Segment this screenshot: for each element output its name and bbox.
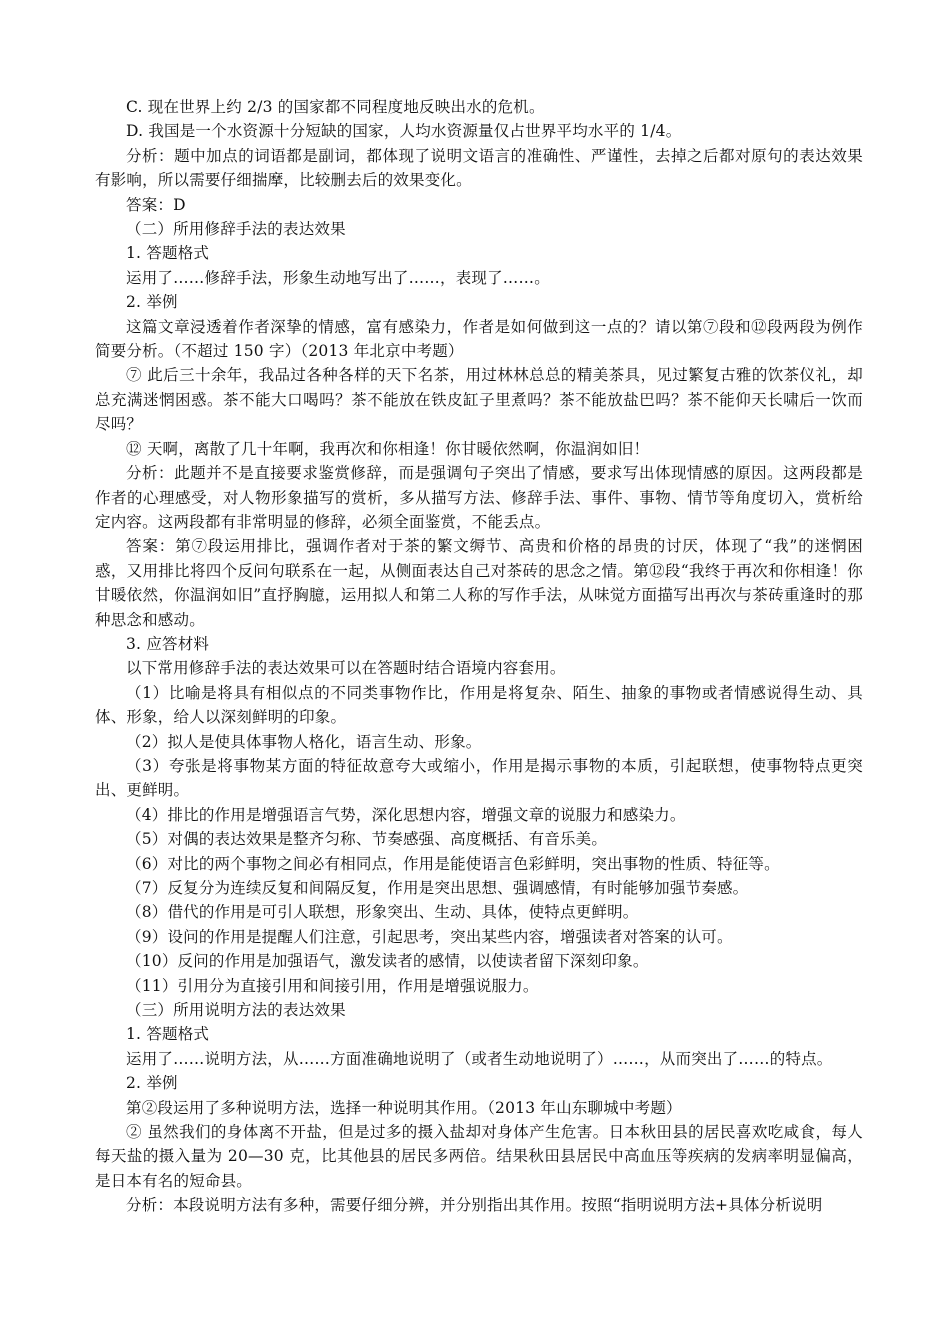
list-item: （4）排比的作用是增强语言气势，深化思想内容，增强文章的说服力和感染力。	[126, 805, 686, 824]
paragraph: 分析：此题并不是直接要求鉴赏修辞，而是强调句子突出了情感，要求写出体现情感的原因。这两段都是作者的心理感受，对人物形象描写的赏析，多从描写方法、修辞手法、事件、事物、情节等角度切入，赏析给定内容。这两段都有非常明显的修辞，必须全面鉴赏，不能丢点。	[95, 464, 863, 531]
list-item: （5）对偶的表达效果是整齐匀称、节奏感强、高度概括、有音乐美。	[126, 830, 608, 849]
paragraph: 分析：本段说明方法有多种，需要仔细分辨，并分别指出其作用。按照“指明说明方法+具体分析说明	[126, 1196, 823, 1215]
list-item: （10）反问的作用是加强语气，激发读者的感情，以使读者留下深刻印象。	[126, 952, 649, 971]
list-item: （3）夸张是将事物某方面的特征故意夸大或缩小，作用是揭示事物的本质，引起联想，使事物特点更突出、更鲜明。	[95, 756, 863, 800]
list-item: （7）反复分为连续反复和间隔反复，作用是突出思想、强调感情，有时能够加强节奏感。	[126, 879, 749, 897]
list-item: （2）拟人是使具体事物人格化，语言生动、形象。	[126, 732, 482, 751]
document-page	[95, 95, 863, 1218]
paragraph: C. 现在世界上约 2/3 的国家都不同程度地反映出水的危机。	[126, 98, 545, 116]
list-item: （11）引用分为直接引用和间接引用，作用是增强说服力。	[126, 976, 539, 995]
section-heading: （三）所用说明方法的表达效果	[126, 1001, 346, 1020]
paragraph: ② 虽然我们的身体离不开盐，但是过多的摄入盐却对身体产生危害。日本秋田县的居民喜欢吃咸食，每人每天盐的摄入量为 20—30 克，比其他县的居民多两倍。结果秋田县居民中高血压等疾病的发病率明显偏高，是日本有名的短命县。	[95, 1123, 863, 1190]
paragraph: D. 我国是一个水资源十分短缺的国家，人均水资源量仅占世界平均水平的 1/4。	[126, 122, 682, 141]
paragraph: 答案：第⑦段运用排比，强调作者对于茶的繁文缛节、高贵和价格的昂贵的讨厌，体现了“我”的迷惘困惑，又用排比将四个反问句联系在一起，从侧面表达自己对茶砖的思念之情。第⑫段“我终于再次和你相逢！你甘暖依然，你温润如旧”直抒胸臆，运用拟人和第二人称的写作手法，从味觉方面描写出再次与茶砖重逢时的那种思念和感动。	[95, 537, 863, 629]
subheading: 1. 答题格式	[126, 244, 210, 263]
paragraph: 以下常用修辞手法的表达效果可以在答题时结合语境内容套用。	[126, 659, 566, 678]
list-item: （8）借代的作用是可引人联想，形象突出、生动、具体，使特点更鲜明。	[126, 903, 639, 922]
subheading: 1. 答题格式	[126, 1025, 210, 1044]
subheading: 2. 举例	[126, 293, 178, 312]
paragraph: 答案：D	[126, 195, 186, 214]
paragraph: 运用了……说明方法，从……方面准确地说明了（或者生动地说明了）……，从而突出了……的特点。	[126, 1049, 833, 1068]
paragraph: 第②段运用了多种说明方法，选择一种说明其作用。（2013 年山东聊城中考题）	[126, 1098, 682, 1117]
list-item: （1）比喻是将具有相似点的不同类事物作比，作用是将复杂、陌生、抽象的事物或者情感说得生动、具体、形象，给人以深刻鲜明的印象。	[95, 683, 863, 727]
list-item: （9）设问的作用是提醒人们注意，引起思考，突出某些内容，增强读者对答案的认可。	[126, 927, 733, 946]
paragraph: ⑫ 天啊，离散了几十年啊，我再次和你相逢！你甘暖依然啊，你温润如旧！	[126, 439, 650, 458]
paragraph: 这篇文章浸透着作者深挚的情感，富有感染力，作者是如何做到这一点的？请以第⑦段和⑫段两段为例作简要分析。（不超过 150 字）（2013 年北京中考题）	[95, 317, 863, 361]
list-item: （6）对比的两个事物之间必有相同点，作用是能使语言色彩鲜明，突出事物的性质、特征等。	[126, 854, 780, 873]
section-heading: （二）所用修辞手法的表达效果	[126, 220, 346, 239]
subheading: 2. 举例	[126, 1074, 178, 1093]
subheading: 3. 应答材料	[126, 634, 210, 653]
paragraph: 运用了……修辞手法，形象生动地写出了……，表现了……。	[126, 268, 550, 287]
paragraph: ⑦ 此后三十余年，我品过各种各样的天下名茶，用过林林总总的精美茶具，见过繁复古雅的饮茶仪礼，却总充满迷惘困惑。茶不能大口喝吗？茶不能放在铁皮缸子里煮吗？茶不能放盐巴吗？茶不能仰天长啸后一饮而尽吗？	[95, 366, 863, 434]
paragraph: 分析：题中加点的词语都是副词，都体现了说明文语言的准确性、严谨性，去掉之后都对原句的表达效果有影响，所以需要仔细揣摩，比较删去后的效果变化。	[95, 146, 863, 190]
